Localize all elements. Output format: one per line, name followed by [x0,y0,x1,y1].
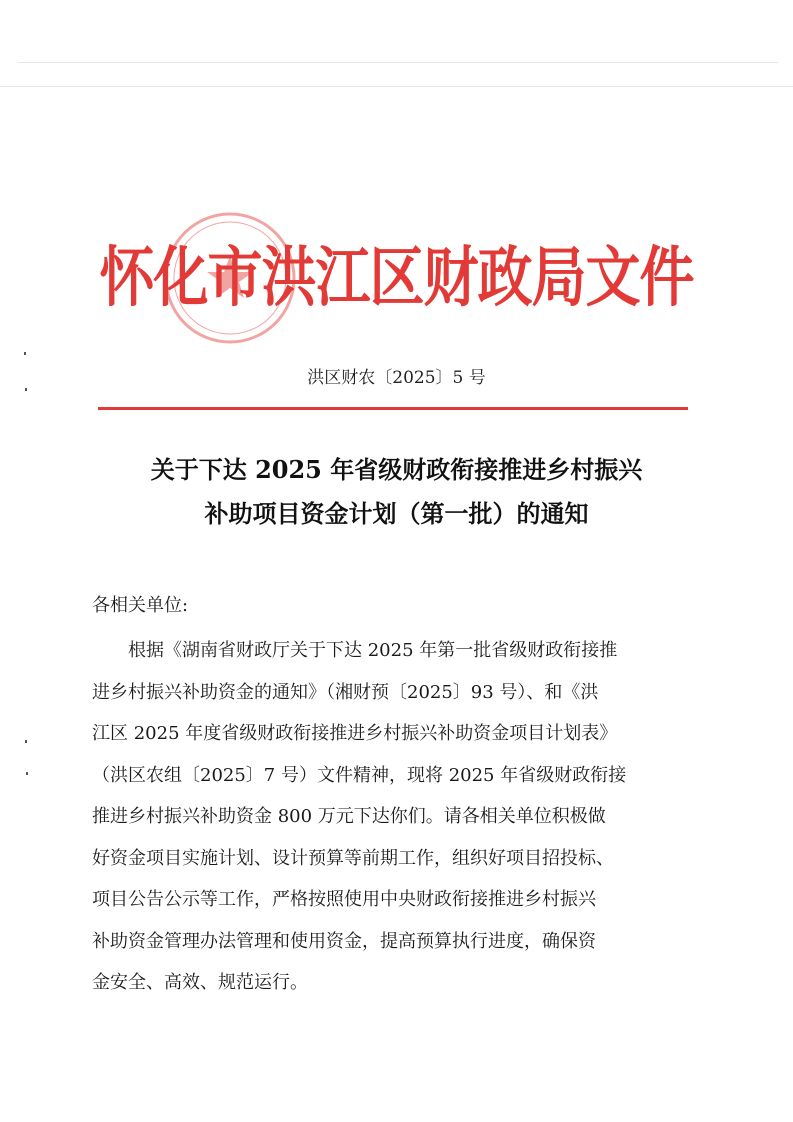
agency-header-title: 怀化市洪江区财政局文件 [99,239,694,315]
scan-artifact-line [0,86,793,87]
body-line: 补助资金管理办法管理和使用资金，提高预算执行进度，确保资 [92,930,596,952]
document-number: 洪区财农〔2025〕5 号 [307,368,486,388]
scan-speck [25,388,27,391]
scan-speck [25,740,27,743]
scan-speck [24,352,26,355]
red-divider-rule [98,407,688,410]
body-paragraph [92,630,704,1004]
notice-title-line: 补助项目资金计划（第一批）的通知 [204,499,589,528]
body-line: 金安全、高效、规范运行。 [92,972,308,993]
notice-title-line: 关于下达 2025 年省级财政衔接推进乡村振兴 [150,455,643,484]
body-line: 江区 2025 年度省级财政衔接推进乡村振兴补助资金项目计划表》 [92,723,618,744]
body-line: （洪区农组〔2025〕7 号）文件精神，现将 2025 年省级财政衔接 [92,764,627,786]
body-line: 进乡村振兴补助资金的通知》（湘财预〔2025〕93 号）、和《洪 [92,681,599,703]
notice-title [70,448,723,536]
body-line: 推进乡村振兴补助资金 800 万元下达你们。请各相关单位积极做 [92,806,606,827]
body-line: 根据《湖南省财政厅关于下达 2025 年第一批省级财政衔接推 [92,640,618,661]
scan-artifact-line [18,62,778,63]
body-line: 好资金项目实施计划、设计预算等前期工作，组织好项目招投标、 [92,847,614,869]
scan-speck [26,772,28,775]
salutation: 各相关单位: [92,595,189,616]
body-line: 项目公告公示等工作，严格按照使用中央财政衔接推进乡村振兴 [92,889,596,910]
